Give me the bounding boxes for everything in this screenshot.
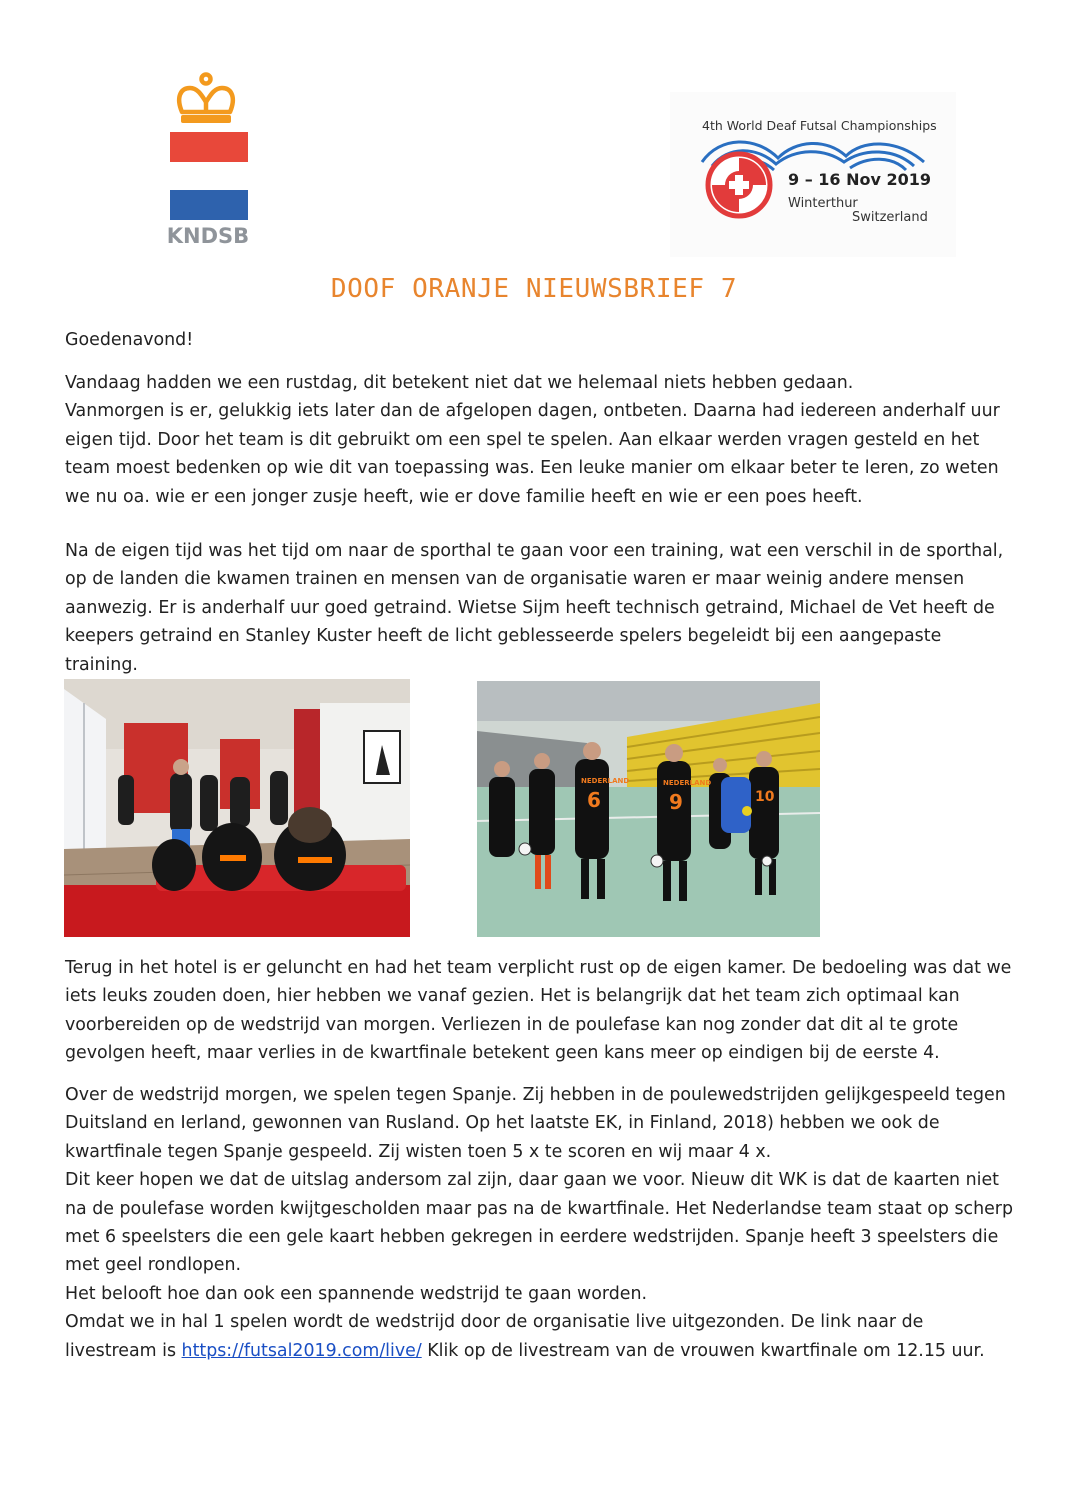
crown-icon xyxy=(174,72,238,126)
photo-sports-hall xyxy=(477,681,820,937)
paragraph-line: Vandaag hadden we een rustdag, dit betekent niet dat we helemaal niets hebben gedaan. xyxy=(65,373,854,393)
championship-logo xyxy=(670,92,956,257)
paragraph-line: Dit keer hopen we dat de uitslag andersom zal zijn, daar gaan we voor. Nieuw dit WK is dat de kaarten niet na de poulefase worden kwijtgescholden maar pas na de kwartfinale. Het Nederlandse team staat op scherp met 6 speelsters die een gele kaart hebben gekregen in eerdere wedstrijden. Spanje heeft 3 speelsters die met geel rondlopen. xyxy=(65,1170,1013,1276)
greeting: Goedenavond! xyxy=(65,330,194,350)
flag-blue-band xyxy=(170,190,248,220)
paragraph-rest-day xyxy=(65,369,1015,511)
jersey-text: NEDERLAND xyxy=(581,777,630,785)
paragraph-text: Terug in het hotel is er geluncht en had het team verplicht rust op de eigen kamer. De bedoeling was dat we iets leuks zouden doen, hier hebben we vanaf gezien. Het is belangrijk dat het team zich optimaal kan voorbereiden op de wedstrijd van morgen. Verliezen in de poulefase kan nog zonder dat dit al te grote gevolgen heeft, maar verlies in de kwartfinale betekent geen kans meer op eindigen bij de eerste 4. xyxy=(65,958,1012,1064)
kndsb-wordmark: KNDSB xyxy=(166,224,250,248)
paragraph-line: Over de wedstrijd morgen, we spelen tegen Spanje. Zij hebben in de poulewedstrijden gelijkgespeeld tegen Duitsland en Ierland, gewonnen van Rusland. Op het laatste EK, in Finland, 2018) hebben we ook de kwartfinale tegen Spanje gespeeld. Zij wisten toen 5 x te scoren en wij maar 4 x. xyxy=(65,1085,1006,1162)
sports-hall-illustration xyxy=(477,681,820,937)
jersey-number: 6 xyxy=(587,788,601,812)
jersey-number: 10 xyxy=(755,789,775,805)
flag-red-band xyxy=(170,132,248,162)
paragraph-match xyxy=(65,1081,1015,1365)
livestream-text-after: Klik op de livestream van de vrouwen kwartfinale om 12.15 uur. xyxy=(421,1340,985,1361)
championship-dates: 9 – 16 Nov 2019 xyxy=(788,170,932,189)
newsletter-title: DOOF ORANJE NIEUWSBRIEF 7 xyxy=(330,274,738,304)
swiss-badge-icon xyxy=(704,150,774,220)
photo-hotel-lobby xyxy=(64,679,410,937)
championship-title: 4th World Deaf Futsal Championships xyxy=(702,118,937,133)
livestream-text-before: Omdat we in hal 1 spelen wordt de wedstrijd door de organisatie live uitgezonden. De link naar de livestream is xyxy=(65,1312,924,1361)
paragraph-line: Het belooft hoe dan ook een spannende wedstrijd te gaan worden. xyxy=(65,1283,648,1304)
hotel-lobby-illustration xyxy=(64,679,410,937)
livestream-link[interactable]: https://futsal2019.com/live/ xyxy=(181,1340,422,1361)
championship-city: Winterthur xyxy=(788,196,858,211)
paragraph-text: Na de eigen tijd was het tijd om naar de sporthal te gaan voor een training, wat een verschil in de sporthal, op de landen die kwamen trainen en mensen van de organisatie waren er maar weinig andere mensen aanwezig. Er is anderhalf uur goed getraind. Wietse Sijm heeft technisch getraind, Michael de Vet heeft de keepers getraind en Stanley Kuster heeft de licht geblesseerde spelers begeleidt bij een aangepaste training. xyxy=(65,541,1004,675)
jersey-number: 9 xyxy=(669,790,683,814)
paragraph-line: Vanmorgen is er, gelukkig iets later dan de afgelopen dagen, ontbeten. Daarna had iedereen anderhalf uur eigen tijd. Door het team is dit gebruikt om een spel te spelen. Aan elkaar werden vragen gesteld en het team moest bedenken op wie dit van toepassing was. Een leuke manier om elkaar beter te leren, zo weten we nu oa. wie er een jonger zusje heeft, wie er dove familie heeft en wie er een poes heeft. xyxy=(65,401,1000,507)
kndsb-logo xyxy=(166,72,250,252)
paragraph-line-livestream xyxy=(65,1308,1015,1365)
paragraph-hotel xyxy=(65,954,1015,1068)
jersey-text: NEDERLAND xyxy=(663,779,712,787)
paragraph-training xyxy=(65,537,1015,679)
championship-country: Switzerland xyxy=(852,210,928,225)
